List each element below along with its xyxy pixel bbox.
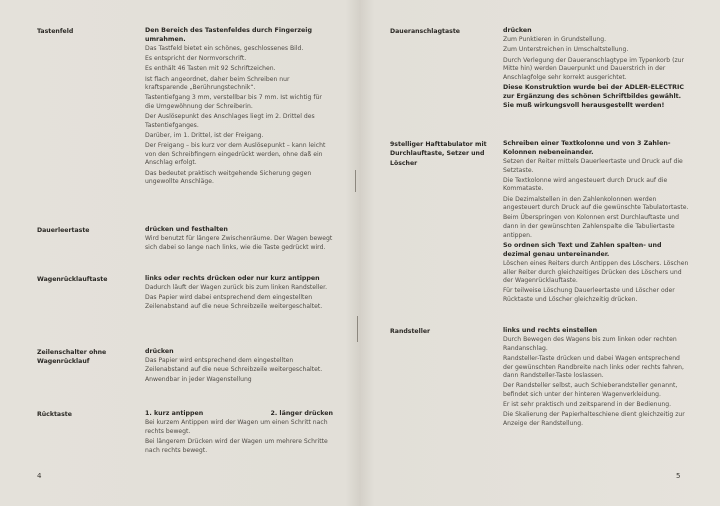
entry-heading: links und rechts einstellen bbox=[503, 327, 598, 334]
entry-heading: drücken bbox=[145, 348, 174, 355]
paragraph: Das Papier wird dabei entsprechend dem eingestellten Zeilenabstand auf die neue Schreibzeile weitergeschaltet. bbox=[145, 294, 323, 311]
entry-tastenfeld bbox=[145, 27, 333, 188]
right-page bbox=[360, 0, 720, 506]
paragraph: Setzen der Reiter mittels Dauerleertaste und Druck auf die Setztaste. bbox=[503, 158, 683, 174]
paragraph: Dadurch läuft der Wagen zurück bis zum linken Randsteller. bbox=[145, 284, 328, 292]
paragraph: Zum Unterstreichen in Umschaltstellung. bbox=[503, 46, 629, 54]
bold-paragraph: Sie muß wirkungsvoll herausgestellt werden! bbox=[503, 102, 665, 110]
paragraph: Bei kurzem Antippen wird der Wagen um einen Schritt nach rechts bewegt. bbox=[145, 419, 328, 435]
entry-key-ruecktaste: Rücktaste bbox=[37, 411, 72, 418]
paragraph: Die Skalierung der Papierhalteschiene dient gleichzeitig zur Anzeige der Randstellung. bbox=[503, 411, 685, 428]
entry-key-randsteller: Randsteller bbox=[390, 328, 431, 335]
entry-heading: Schreiben einer Textkolonne und von 3 Zahlen-Kolonnen nebeneinander. bbox=[503, 140, 671, 156]
paragraph: Der Auslösepunkt des Anschlages liegt im 2. Drittel des Tastentiefganges. bbox=[145, 113, 315, 129]
page-number-right: 5 bbox=[676, 472, 681, 480]
entry-heading: drücken bbox=[503, 27, 532, 34]
bold-paragraph: Diese Konstruktion wurde bei der ADLER-ELECTRIC zur Ergänzung des schönen Schriftbildes gewählt. bbox=[503, 84, 684, 100]
paragraph: Das Tastfeld bietet ein schönes, geschlossenes Bild. bbox=[145, 45, 304, 53]
entry-key-wagenruecklauftaste: Wagenrücklauftaste bbox=[37, 276, 108, 283]
paragraph: Die Textkolonne wird angesteuert durch Druck auf die Kommataste. bbox=[503, 176, 668, 193]
entry-wagenruecklauftaste bbox=[145, 275, 333, 313]
paragraph: Bei längerem Drücken wird der Wagen um mehrere Schritte nach rechts bewegt. bbox=[145, 438, 328, 454]
paragraph: Die Dezimalstellen in den Zahlenkolonnen werden angesteuert durch Druck auf die gewünschte Tabulatortaste. bbox=[503, 195, 689, 212]
entry-randsteller bbox=[503, 327, 691, 430]
paragraph: Tastentiefgang 3 mm, verstellbar bis 7 mm. Ist wichtig für die Umgewöhnung der Schreiberin. bbox=[145, 94, 322, 111]
entry-heading: links oder rechts drücken oder nur kurz antippen bbox=[145, 275, 320, 282]
entry-key-hafttabulator: 9stelliger Hafttabulator mit Durchlauftaste, Setzer und Löscher bbox=[390, 141, 487, 167]
paragraph: Für teilweise Löschung Dauerleertaste und Löscher oder Rücktaste und Löscher gleichzeitig drücken. bbox=[503, 287, 675, 303]
paragraph: Der Randsteller selbst, auch Schieberandsteller genannt, befindet sich unter der hinteren Wagenverkleidung. bbox=[503, 382, 678, 399]
heading-right: 2. länger drücken bbox=[270, 410, 333, 417]
paragraph: Das Papier wird entsprechend dem eingestellten Zeilenabstand auf die neue Schreibzeile weitergeschaltet. bbox=[145, 357, 323, 373]
paragraph: Darüber, im 1. Drittel, ist der Freigang. bbox=[145, 132, 264, 139]
paragraph: Beim Überspringen von Kolonnen erst Durchlauftaste und dann in der gewünschten Zahlenspalte die Tabuliertaste antippen. bbox=[503, 214, 680, 239]
entry-daueranschlagtaste bbox=[503, 27, 691, 111]
entry-ruecktaste bbox=[145, 410, 333, 457]
entry-dauerleertaste bbox=[145, 226, 333, 254]
paragraph: Es entspricht der Normvorschrift. bbox=[145, 55, 247, 63]
heading-left: 1. kurz antippen bbox=[145, 410, 204, 417]
paragraph: Durch Bewegen des Wagens bis zum linken oder rechten Randanschlag. bbox=[503, 336, 677, 352]
paragraph: Wird benutzt für längere Zwischenräume. Der Wagen bewegt sich dabei so lange nach links, wie die Taste gedrückt wird. bbox=[145, 235, 333, 251]
entry-key-tastenfeld: Tastenfeld bbox=[37, 28, 74, 35]
entry-heading: Den Bereich des Tastenfeldes durch Fingerzeig umrahmen. bbox=[145, 27, 312, 43]
entry-key-daueranschlagtaste: Daueranschlagtaste bbox=[390, 28, 460, 35]
page-number-left: 4 bbox=[37, 472, 42, 480]
entry-key-dauerleertaste: Dauerleertaste bbox=[37, 227, 90, 234]
paragraph: Randsteller-Taste drücken und dabei Wagen entsprechend der gewünschten Randbreite nach links oder rechts fahren, dann Randsteller-Taste loslassen. bbox=[503, 355, 684, 380]
bold-paragraph: So ordnen sich Text und Zahlen spalten- und dezimal genau untereinander. bbox=[503, 241, 662, 258]
paragraph: Anwendbar in jeder Wagenstellung bbox=[145, 376, 252, 384]
paragraph: Löschen eines Reiters durch Antippen des Löschers. Löschen aller Reiter durch gleichzeitiges Drücken des Löschers und der Wagenrücklauftaste. bbox=[503, 259, 689, 285]
margin-mark bbox=[357, 316, 358, 342]
entry-key-zeilenschalter: Zeilenschalter ohne Wagenrücklauf bbox=[37, 349, 107, 366]
entry-heading: drücken und festhalten bbox=[145, 226, 228, 233]
paragraph: Zum Punktieren in Grundstellung. bbox=[503, 36, 607, 44]
margin-mark bbox=[355, 170, 356, 192]
paragraph: Ist flach angeordnet, daher beim Schreiben nur kraftsparende „Berührungstechnik“. bbox=[145, 75, 290, 92]
paragraph: Das bedeutet praktisch weitgehende Sicherung gegen ungewollte Anschläge. bbox=[145, 169, 312, 186]
paragraph: Der Freigang – bis kurz vor dem Auslösepunkt – kann leicht von den Schreibfingern eingedrückt werden, ohne daß ein Anschlag erfolgt. bbox=[145, 142, 326, 167]
paragraph: Durch Verlegung der Daueranschlagtype im Typenkorb (zur Mitte hin) werden Dauerpunkt und Dauerstrich in der Anschlagfolge sehr korrekt ausgerichtet. bbox=[503, 56, 685, 81]
paragraph: Er ist sehr praktisch und zeitsparend in der Bedienung. bbox=[503, 401, 672, 409]
entry-zeilenschalter bbox=[145, 348, 333, 386]
entry-hafttabulator bbox=[503, 140, 691, 306]
paragraph: Es enthält 46 Tasten mit 92 Schriftzeichen. bbox=[145, 65, 276, 73]
entry-heading-split bbox=[145, 410, 333, 419]
